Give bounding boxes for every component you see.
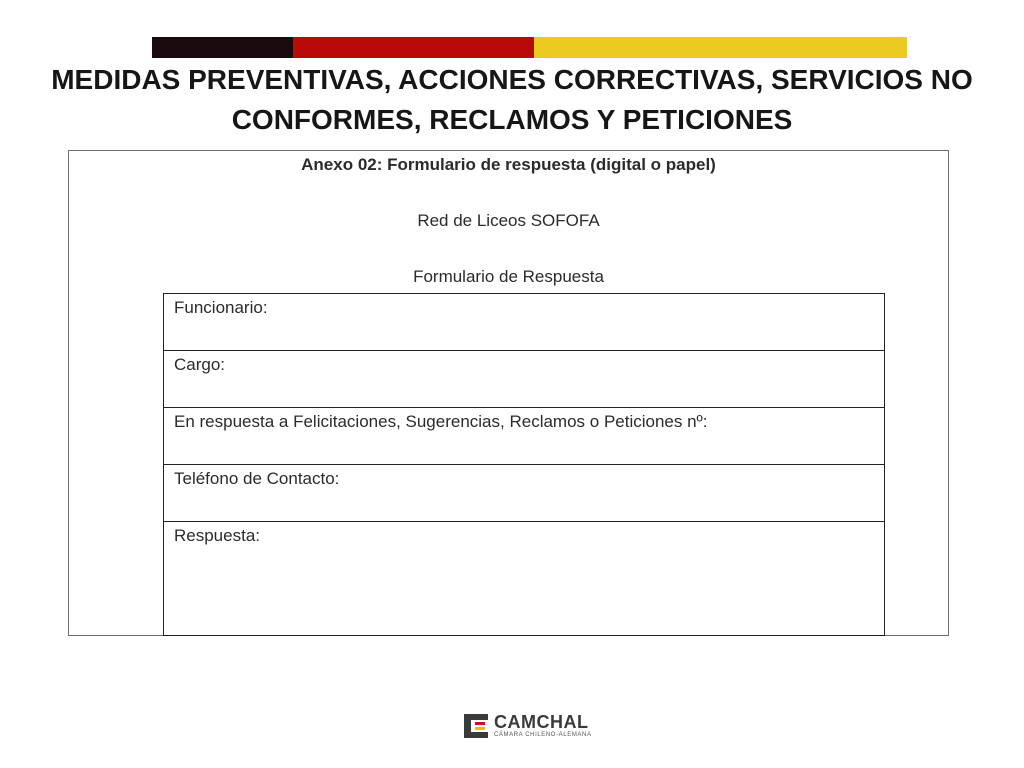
logo-mark-cutout [471, 720, 488, 732]
flag-stripe-gold [534, 37, 907, 58]
form-row-cargo [164, 351, 884, 408]
flag-stripe-black [152, 37, 293, 58]
camchal-logo [464, 714, 594, 742]
form-row-funcionario [164, 294, 884, 351]
logo-mark-gold-bar [475, 727, 485, 730]
form-name: Formulario de Respuesta [413, 267, 604, 286]
form-row-response [164, 522, 884, 635]
logo-mark-red-bar [475, 722, 485, 725]
field-label-reference-number: En respuesta a Felicitaciones, Sugerencias, Reclamos o Peticiones nº: [174, 412, 708, 431]
form-row-contact-phone [164, 465, 884, 522]
field-label-response: Respuesta: [174, 526, 260, 545]
logo-subtitle: CÁMARA CHILENO-ALEMANA [494, 732, 592, 738]
camchal-logo-icon [464, 714, 488, 738]
flag-color-bar [152, 37, 907, 58]
annex-form-frame [68, 150, 949, 636]
organization-name: Red de Liceos SOFOFA [417, 211, 600, 230]
form-row-reference-number [164, 408, 884, 465]
slide-title-line-2: CONFORMES, RECLAMOS Y PETICIONES [231, 104, 793, 135]
slide-title-line-1: MEDIDAS PREVENTIVAS, ACCIONES CORRECTIVAS, SERVICIOS NO [51, 64, 973, 95]
field-label-cargo: Cargo: [174, 355, 226, 374]
flag-stripe-red [293, 37, 534, 58]
response-form-table [163, 293, 885, 636]
annex-title: Anexo 02: Formulario de respuesta (digital o papel) [301, 155, 716, 174]
slide-title [0, 60, 1024, 140]
field-label-funcionario: Funcionario: [174, 298, 268, 317]
logo-name: CAMCHAL [494, 712, 589, 732]
field-label-contact-phone: Teléfono de Contacto: [174, 469, 340, 488]
